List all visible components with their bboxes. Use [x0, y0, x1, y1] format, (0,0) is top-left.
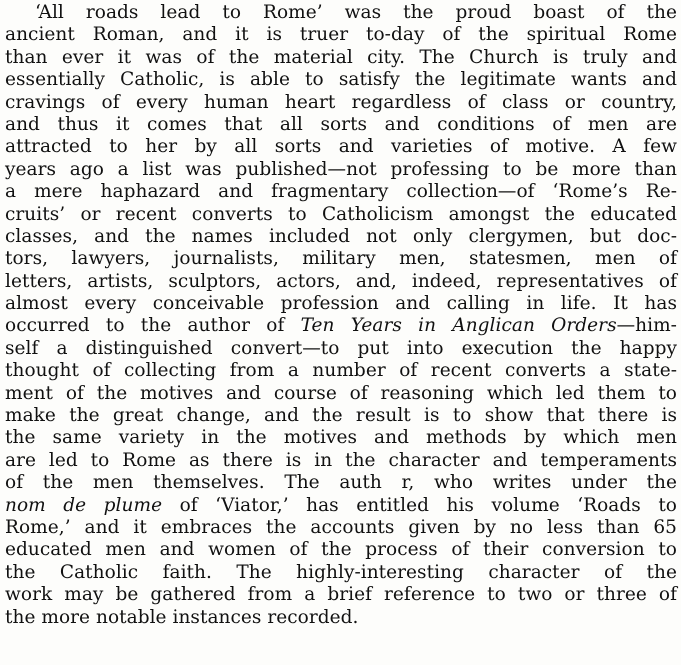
text-line	[5, 427, 677, 449]
text-segment: of ‘Viator,’ has entitled his volume ‘Roads to	[162, 494, 677, 516]
text-segment: occurred to the author of	[5, 315, 301, 337]
text-segment: —him-	[616, 315, 677, 337]
text-segment: tors, lawyers, journalists, military men, statesmen, men of	[5, 248, 677, 270]
text-segment: than ever it was of the material city. The Church is truly and	[5, 46, 677, 68]
text-segment: the Catholic faith. The highly-interesting character of the	[5, 561, 677, 583]
text-line	[5, 24, 677, 46]
text-segment: ‘All roads lead to Rome’ was the proud boast of the	[35, 2, 677, 23]
text-segment: are led to Rome as there is in the character and temperaments	[5, 449, 677, 471]
text-segment: Rome,’ and it embraces the accounts given by no less than 65	[5, 516, 677, 538]
text-line	[5, 539, 677, 561]
italic-text: Ten Years in Anglican Orders	[300, 315, 617, 337]
text-line	[5, 204, 677, 226]
text-segment: cravings of every human heart regardless of class or country,	[5, 91, 677, 113]
text-segment: essentially Catholic, is able to satisfy the legitimate wants and	[5, 69, 677, 91]
text-line	[5, 271, 677, 293]
text-segment: work may be gathered from a brief reference to two or three of	[5, 584, 677, 606]
text-segment: self a distinguished convert—to put into execution the happy	[5, 337, 677, 359]
text-segment: years ago a list was published—not professing to be more than	[5, 158, 677, 180]
text-line	[5, 517, 677, 539]
text-line	[5, 562, 677, 584]
text-line	[5, 136, 677, 158]
text-segment: cruits’ or recent converts to Catholicism amongst the educated	[5, 203, 677, 225]
text-line	[5, 293, 677, 315]
text-line	[5, 360, 677, 382]
italic-text: nom de plume	[5, 494, 163, 516]
text-line	[5, 92, 677, 114]
text-line	[5, 584, 677, 606]
text-line	[5, 315, 677, 337]
text-line	[5, 472, 677, 494]
text-segment: of the men themselves. The auth r, who writes under the	[5, 472, 677, 494]
text-segment: the same variety in the motives and methods by which men	[5, 427, 677, 449]
text-line	[5, 248, 677, 270]
text-line	[5, 338, 677, 360]
text-segment: ment of the motives and course of reasoning which led them to	[5, 382, 677, 404]
text-line	[5, 495, 677, 517]
text-line	[5, 405, 677, 427]
text-line	[5, 47, 677, 69]
text-segment: make the great change, and the result is to show that there is	[5, 405, 677, 427]
text-segment: and thus it comes that all sorts and conditions of men are	[5, 113, 677, 135]
text-segment: classes, and the names included not only clergymen, but doc-	[5, 225, 677, 247]
text-line	[5, 450, 677, 472]
text-segment: the more notable instances recorded.	[5, 606, 359, 628]
text-segment: educated men and women of the process of their conversion to	[5, 539, 677, 561]
text-line	[5, 69, 677, 91]
text-segment: letters, artists, sculptors, actors, and, indeed, representatives of	[5, 270, 677, 292]
text-segment: ancient Roman, and it is truer to-day of the spiritual Rome	[5, 24, 677, 46]
text-segment: a mere haphazard and fragmentary collection—of ‘Rome’s Re-	[5, 181, 677, 203]
article-paragraph	[5, 2, 677, 629]
text-line	[5, 114, 677, 136]
text-line	[5, 181, 677, 203]
text-line	[5, 159, 677, 181]
text-segment: almost every conceivable profession and calling in life. It has	[5, 293, 677, 315]
text-segment: attracted to her by all sorts and varieties of motive. A few	[5, 136, 677, 158]
text-line	[5, 607, 677, 629]
text-line	[5, 226, 677, 248]
text-line	[5, 2, 677, 24]
text-segment: thought of collecting from a number of recent converts a state-	[5, 360, 677, 382]
text-line	[5, 383, 677, 405]
